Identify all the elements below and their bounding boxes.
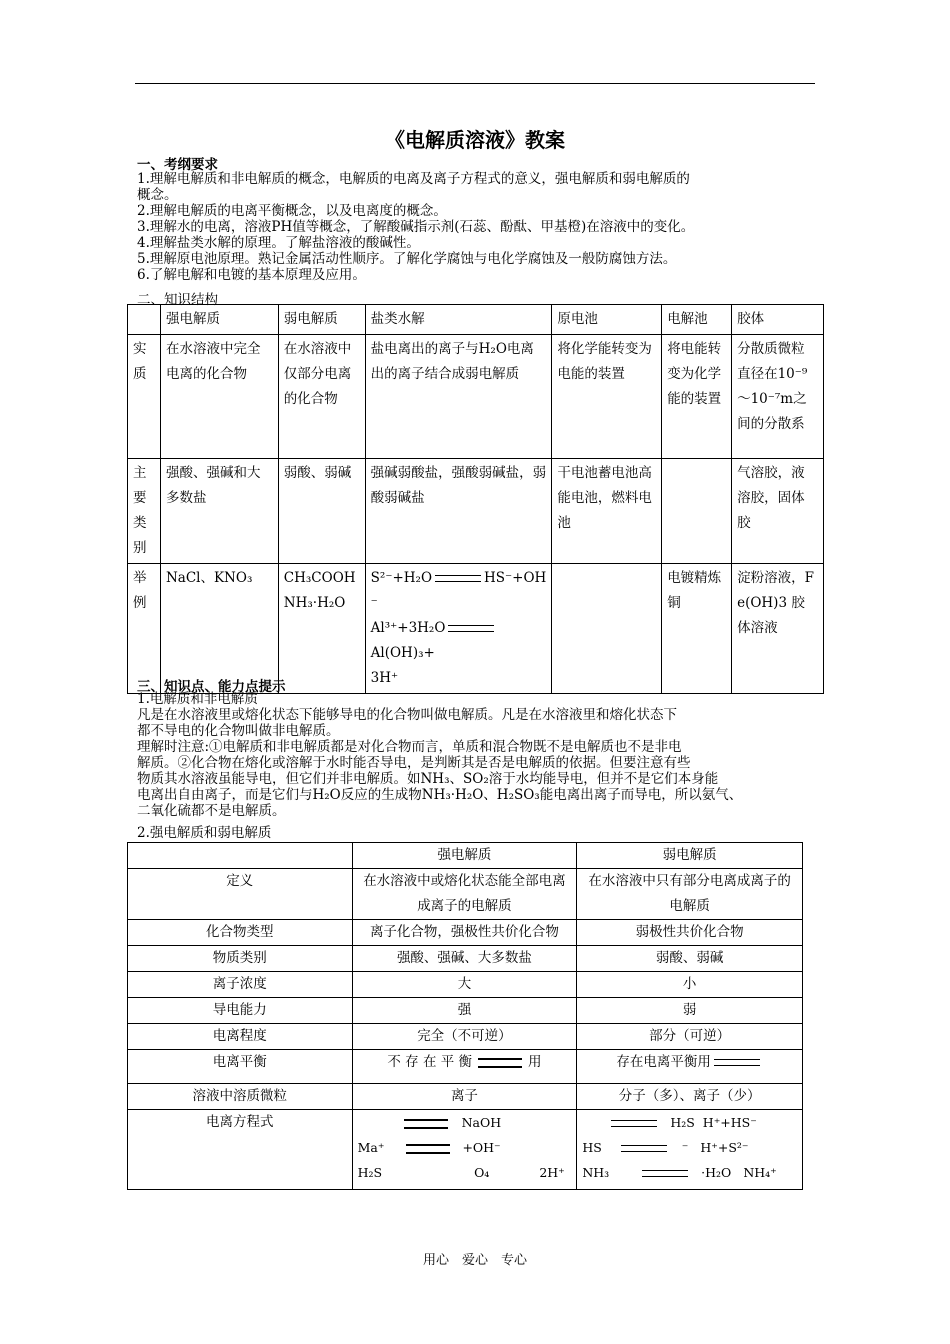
header-cell: 盐类水解	[365, 305, 552, 335]
table-cell	[662, 459, 732, 564]
row-label: 举例	[128, 564, 161, 694]
table-cell: 盐电离出的离子与H₂O电离出的离子结合成弱电解质	[365, 335, 552, 459]
table-cell: 在水溶液中完全电离的化合物	[160, 335, 278, 459]
paragraph-line: 理解时注意:①电解质和非电解质都是对化合物而言，单质和混合物既不是电解质也不是非电	[137, 739, 682, 755]
table-cell	[278, 564, 365, 694]
row-label: 实质	[128, 335, 161, 459]
paragraph-line: 都不导电的化合物叫做非电解质。	[137, 723, 340, 739]
reversible-arrow-icon	[621, 1145, 667, 1152]
table-cell: 弱酸、弱碱	[577, 946, 803, 972]
table-cell: 弱极性共价化合物	[577, 920, 803, 946]
table-cell: 强酸、强碱、大多数盐	[352, 946, 577, 972]
reversible-arrow-icon	[435, 575, 481, 582]
reversible-arrow-icon	[642, 1170, 688, 1177]
hydrolysis-eq-3: Al(OH)₃+	[370, 645, 435, 661]
syllabus-item: 4.理解盐类水解的原理。了解盐溶液的酸碱性。	[137, 235, 420, 251]
syllabus-item: 2.理解电解质的电离平衡概念，以及电离度的概念。	[137, 203, 447, 219]
table-cell: 在水溶液中仅部分电离的化合物	[278, 335, 365, 459]
paragraph-line: 物质其水溶液虽能导电，但它们并非电解质。如NH₃、SO₂溶于水均能导电，但并不是它们本身能	[137, 771, 719, 787]
reversible-arrow-icon	[714, 1059, 760, 1066]
table-cell: 分散质微粒直径在10⁻⁹～10⁻⁷m之间的分散系	[732, 335, 824, 459]
equals-sign-icon	[404, 1119, 448, 1129]
table-cell: 强	[352, 998, 577, 1024]
row-label: 离子浓度	[128, 972, 353, 998]
strong-eq-line: H₂S O₄ 2H⁺	[357, 1165, 565, 1180]
page-footer: 用心 爱心 专心	[422, 1253, 527, 1268]
table-cell: 离子	[352, 1084, 577, 1110]
header-cell: 电解池	[662, 305, 732, 335]
table-cell: 弱	[577, 998, 803, 1024]
table-cell	[552, 564, 662, 694]
header-rule	[135, 83, 815, 84]
row-label: 化合物类型	[128, 920, 353, 946]
table-cell: 离子化合物，强极性共价化合物	[352, 920, 577, 946]
header-cell: 弱电解质	[278, 305, 365, 335]
example-weak-2: NH₃·H₂O	[283, 595, 346, 611]
table-row	[128, 972, 803, 998]
table-cell: 将化学能转变为电能的装置	[552, 335, 662, 459]
header-cell: 弱电解质	[577, 843, 803, 869]
reversible-arrow-icon	[611, 1120, 657, 1127]
header-cell: 强电解质	[160, 305, 278, 335]
row-label: 主要类别	[128, 459, 161, 564]
subsection-2: 2.强电解质和弱电解质	[137, 825, 272, 841]
syllabus-list	[137, 171, 817, 283]
table-cell: 小	[577, 972, 803, 998]
table-row	[128, 1050, 803, 1084]
paragraph-line: 凡是在水溶液里或熔化状态下能够导电的化合物叫做电解质。凡是在水溶液里和熔化状态下	[137, 707, 677, 723]
table-header-row	[128, 843, 803, 869]
syllabus-item: 5.理解原电池原理。熟记金属活动性顺序。了解化学腐蚀与电化学腐蚀及一般防腐蚀方法。	[137, 251, 677, 267]
table-row	[128, 920, 803, 946]
reversible-arrow-icon	[448, 625, 494, 632]
row-label: 导电能力	[128, 998, 353, 1024]
table-cell: 不 存 在 平 衡 用	[352, 1050, 577, 1084]
header-cell: 胶体	[732, 305, 824, 335]
header-cell	[128, 305, 161, 335]
explanation-paragraph	[137, 707, 817, 819]
table-row	[128, 1110, 803, 1190]
page-title: 《电解质溶液》教案	[385, 128, 565, 152]
table-cell: 完全（不可逆）	[352, 1024, 577, 1050]
section1-heading: 一、考纲要求	[137, 157, 218, 173]
example-weak-1: CH₃COOH	[283, 570, 356, 586]
section3-heading: 三、知识点、能力点提示	[137, 679, 286, 695]
table-cell: 在水溶液中只有部分电离成离子的电解质	[577, 869, 803, 920]
header-cell	[128, 843, 353, 869]
weak-eq-line: HS ⁻ H⁺+S²⁻	[582, 1140, 749, 1155]
table-cell: 大	[352, 972, 577, 998]
row-label: 电离平衡	[128, 1050, 353, 1084]
hydrolysis-eq-4: 3H⁺	[370, 670, 399, 686]
syllabus-item: 6.了解电解和电镀的基本原理及应用。	[137, 267, 366, 283]
knowledge-structure-table	[127, 304, 824, 694]
subsection-1: 1.电解质和非电解质	[137, 691, 258, 707]
strong-weak-comparison-table	[127, 842, 803, 1190]
table-cell: 干电池蓄电池高能电池，燃料电池	[552, 459, 662, 564]
table-cell: NaCl、KNO₃	[160, 564, 278, 694]
table-cell	[352, 1110, 577, 1190]
table-cell: 淀粉溶液，Fe(OH)3 胶体溶液	[732, 564, 824, 694]
table-row	[128, 946, 803, 972]
table-header-row	[128, 305, 824, 335]
table-row	[128, 869, 803, 920]
table-row	[128, 998, 803, 1024]
table-row	[128, 459, 824, 564]
row-label: 电离方程式	[128, 1110, 353, 1190]
paragraph-line: 二氧化硫都不是电解质。	[137, 803, 286, 819]
table-row	[128, 335, 824, 459]
header-cell: 原电池	[552, 305, 662, 335]
equals-sign-icon	[406, 1144, 450, 1154]
section2-heading: 二、知识结构	[137, 292, 218, 308]
paragraph-line: 解质。②化合物在熔化或溶解于水时能否导电，是判断其是否是电解质的依据。但要注意有些	[137, 755, 691, 771]
weak-eq-line: H₂S H⁺+HS⁻	[582, 1110, 797, 1135]
row-label: 物质类别	[128, 946, 353, 972]
table-cell	[577, 1110, 803, 1190]
syllabus-item: 3.理解水的电离，溶液PH值等概念，了解酸碱指示剂(石蕊、酚酞、甲基橙)在溶液中的变化。	[137, 219, 695, 235]
equals-sign-icon	[478, 1058, 522, 1068]
table-cell: 电镀精炼铜	[662, 564, 732, 694]
syllabus-item: 1.理解电解质和非电解质的概念，电解质的电离及离子方程式的意义，强电解质和弱电解质的	[137, 171, 690, 187]
syllabus-item: 概念。	[137, 187, 178, 203]
row-label: 溶液中溶质微粒	[128, 1084, 353, 1110]
table-row	[128, 1084, 803, 1110]
table-row	[128, 564, 824, 694]
table-cell: 分子（多）、离子（少）	[577, 1084, 803, 1110]
table-cell: 部分（可逆）	[577, 1024, 803, 1050]
hydrolysis-eq-2: Al³⁺+3H₂O	[371, 616, 547, 641]
table-cell: 弱酸、弱碱	[278, 459, 365, 564]
table-cell: 气溶胶，液溶胶，固体胶	[732, 459, 824, 564]
row-label: 定义	[128, 869, 353, 920]
strong-eq-line: Ma⁺ +OH⁻	[357, 1140, 501, 1155]
table-cell: 将电能转变为化学能的装置	[662, 335, 732, 459]
weak-eq-line: NH₃ ·H₂O NH₄⁺	[582, 1165, 777, 1180]
table-cell: 强碱弱酸盐，强酸弱碱盐，弱酸弱碱盐	[365, 459, 552, 564]
table-cell	[365, 564, 552, 694]
table-row	[128, 1024, 803, 1050]
row-label: 电离程度	[128, 1024, 353, 1050]
strong-eq-line: NaOH	[358, 1110, 572, 1135]
paragraph-line: 电离出自由离子，而是它们与H₂O反应的生成物NH₃·H₂O、H₂SO₃能电离出离子而导电，所以氨气、	[137, 787, 743, 803]
table-cell: 强酸、强碱和大多数盐	[160, 459, 278, 564]
table-cell: 存在电离平衡用	[577, 1050, 803, 1084]
hydrolysis-eq-1: S²⁻+H₂O HS⁻+OH⁻	[370, 570, 547, 611]
table-cell: 在水溶液中或熔化状态能全部电离成离子的电解质	[352, 869, 577, 920]
header-cell: 强电解质	[352, 843, 577, 869]
